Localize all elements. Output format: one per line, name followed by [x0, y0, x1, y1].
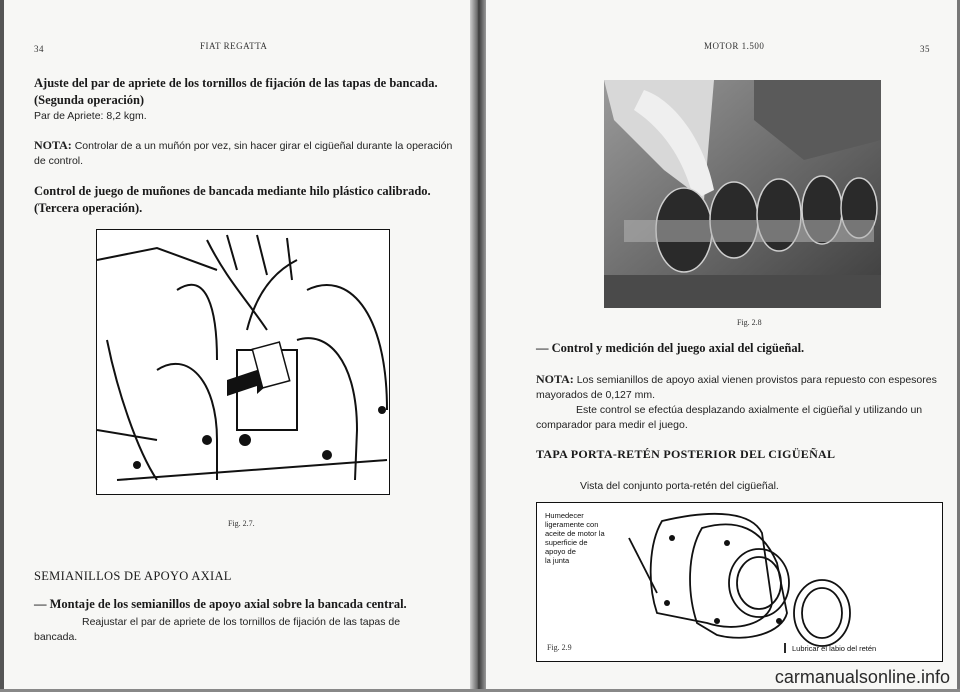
- paragraph-control: Este control se efectúa desplazando axialmente el cigüeñal y utilizando un comparador para medir el juego.: [536, 404, 923, 431]
- watermark: carmanualsonline.info: [774, 667, 950, 687]
- annotation-line: apoyo de: [545, 547, 576, 556]
- figure-2-7: [96, 229, 390, 495]
- crankshaft-photo: [604, 80, 881, 308]
- annotation-lubricar: Lubricar el labio del retén: [792, 644, 877, 653]
- figure-caption-2-7: Fig. 2.7.: [228, 519, 255, 528]
- note-text: Controlar de a un muñón por vez, sin hacer girar el cigüeñal durante la operación de control.: [34, 140, 453, 167]
- crankshaft-illustration: [97, 230, 389, 494]
- note-block: [536, 372, 941, 433]
- left-page: [0, 0, 474, 692]
- section-title-semianillos: SEMIANILLOS DE APOYO AXIAL: [34, 569, 232, 583]
- paragraph-reajustar: Reajustar el par de apriete de los tornillos de fijación de las tapas de bancada.: [34, 616, 401, 643]
- torque-value: Par de Apriete: 8,2 kgm.: [34, 110, 147, 122]
- note-text: Los semianillos de apoyo axial vienen provistos para repuesto con espesores mayorados de 0,127 mm.: [536, 374, 937, 401]
- annotation-line: ligeramente con: [545, 520, 599, 529]
- heading-plastigage: Control de juego de muñones de bancada mediante hilo plástico calibrado. (Tercera operación).: [34, 184, 431, 215]
- annotation-line: Humedecer: [545, 511, 584, 520]
- heading-torque: Ajuste del par de apriete de los tornillos de fijación de las tapas de bancada. (Segunda operación): [34, 76, 438, 107]
- annotation-line: aceite de motor la: [545, 529, 605, 538]
- page-number: 35: [920, 44, 930, 54]
- annotation-line: la junta: [545, 556, 570, 565]
- page-number: 34: [34, 44, 44, 54]
- section-title-tapa: TAPA PORTA-RETÉN POSTERIOR DEL CIGÜEÑAL: [536, 447, 836, 461]
- subheading-montaje: — Montaje de los semianillos de apoyo axial sobre la bancada central.: [34, 597, 407, 611]
- annotation-line: superficie de: [545, 538, 588, 547]
- section-plastigage: [34, 183, 454, 217]
- running-head: FIAT REGATTA: [200, 41, 268, 51]
- note-block: [34, 138, 454, 169]
- figure-caption-2-8: Fig. 2.8: [737, 318, 762, 327]
- figure-caption-2-9: Fig. 2.9: [547, 643, 572, 652]
- note-label: NOTA:: [536, 372, 574, 386]
- subsection-montaje: [34, 596, 434, 645]
- running-head: MOTOR 1.500: [704, 41, 765, 51]
- figure-2-9: [536, 502, 943, 662]
- heading-juego-axial: — Control y medición del juego axial del cigüeñal.: [536, 341, 805, 355]
- intro-vista: Vista del conjunto porta-retén del cigüeñal.: [580, 480, 779, 492]
- seal-housing-illustration: [537, 503, 942, 661]
- right-page: [484, 0, 960, 692]
- note-label: NOTA:: [34, 138, 72, 152]
- section-torque: [34, 75, 454, 124]
- figure-2-8-photo: [604, 80, 881, 308]
